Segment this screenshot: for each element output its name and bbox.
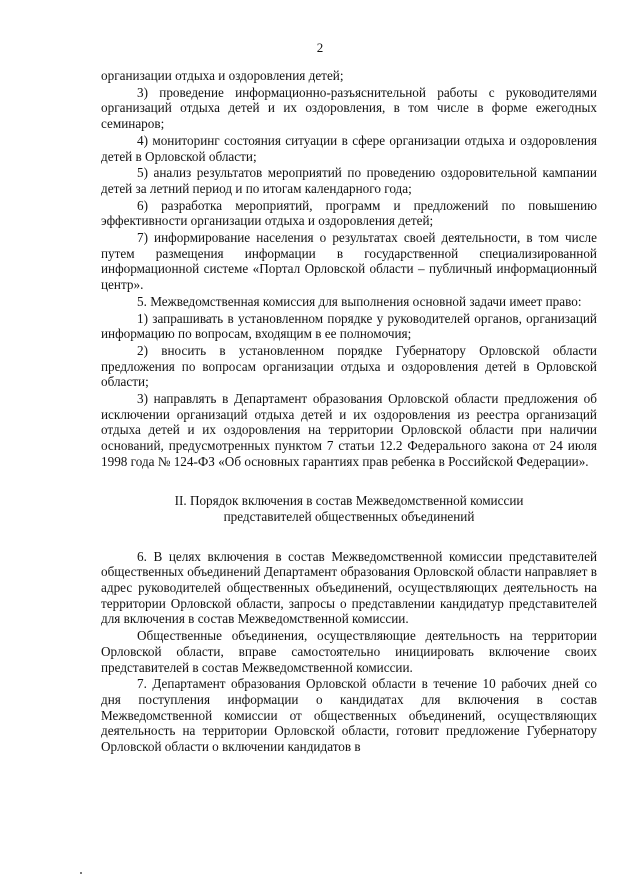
paragraph-public-associations: Общественные объединения, осуществляющие деятельность на территории Орловской области, вправе самостоятельно инициировать включение своих представителей в состав Межведомственной комиссии. bbox=[101, 628, 597, 675]
list-item-7: 7) информирование населения о результатах своей деятельности, в том числе путем размещения информации в государственной специализированной информационной системе «Портал Орловской области – публичный информационный центр». bbox=[101, 230, 597, 293]
section-heading-line-2: представителей общественных объединений bbox=[223, 508, 475, 524]
paragraph-6: 6. В целях включения в состав Межведомственной комиссии представителей общественных объединений Департамент образования Орловской области направляет в адрес руководителей общественных объединений, осуществляющих деятельность на территории Орловской области, запросы о представлении кандидатур представителей для включения в состав Межведомственной комиссии. bbox=[101, 548, 597, 627]
rights-item-1: 1) запрашивать в установленном порядке у руководителей органов, организаций информацию по вопросам, входящим в ее полномочия; bbox=[101, 310, 597, 342]
document-body bbox=[101, 68, 597, 756]
paragraph-5: 5. Межведомственная комиссия для выполнения основной задачи имеет право: bbox=[137, 293, 582, 309]
section-heading-line-1: II. Порядок включения в состав Межведомственной комиссии bbox=[174, 492, 524, 508]
paragraph-7: 7. Департамент образования Орловской области в течение 10 рабочих дней со дня поступления информации о кандидатах для включения в состав Межведомственной комиссии от общественных объединений, осуществляющих деятельность на территории Орловской области, готовит предложение Губернатору Орловской области о включении кандидатов в bbox=[101, 676, 597, 755]
list-item-6: 6) разработка мероприятий, программ и предложений по повышению эффективности организации отдыха и оздоровления детей; bbox=[101, 197, 597, 229]
section-heading bbox=[101, 493, 597, 525]
list-item-5: 5) анализ результатов мероприятий по проведению оздоровительной кампании детей за летний период и по итогам календарного года; bbox=[101, 165, 597, 196]
rights-item-3: 3) направлять в Департамент образования Орловской области предложения об исключении организаций отдыха детей и их оздоровления из реестра организаций отдыха детей и их оздоровления на территории Орловской области при наличии оснований, предусмотренных пунктом 7 статьи 12.2 Федерального закона от 24 июля 1998 года № 124-ФЗ «Об основных гарантиях прав ребенка в Российской Федерации». bbox=[101, 391, 597, 469]
rights-item-2: 2) вносить в установленном порядке Губернатору Орловской области предложения по вопросам организации отдыха и оздоровления детей в Орловской области; bbox=[101, 342, 597, 390]
page-number: 2 bbox=[316, 40, 324, 55]
list-item-4: 4) мониторинг состояния ситуации в сфере организации отдыха и оздоровления детей в Орловской области; bbox=[101, 132, 597, 164]
scan-mark bbox=[80, 872, 82, 874]
list-item-3: 3) проведение информационно-разъяснительной работы с руководителями организаций отдыха детей и их оздоровления, в том числе в форме ежегодных семинаров; bbox=[101, 84, 597, 132]
paragraph-continuation: организации отдыха и оздоровления детей; bbox=[101, 68, 344, 83]
